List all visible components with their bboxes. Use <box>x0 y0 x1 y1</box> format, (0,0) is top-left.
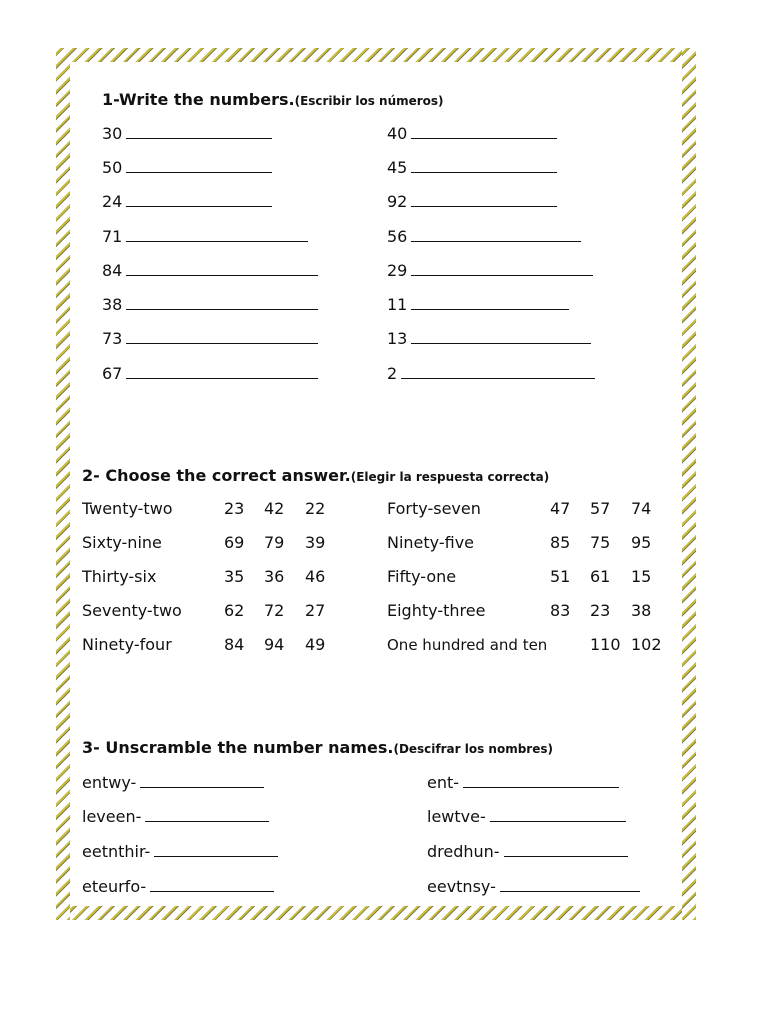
answer-option[interactable]: 36 <box>264 567 285 586</box>
scramble-item <box>82 841 278 863</box>
number-label: 13 <box>387 329 408 348</box>
section1-heading <box>102 90 444 109</box>
scramble-item <box>82 876 274 898</box>
scramble-item <box>427 806 626 828</box>
number-label: 50 <box>102 158 123 177</box>
answer-blank[interactable] <box>463 773 619 788</box>
answer-blank[interactable] <box>411 124 557 139</box>
number-label: 29 <box>387 261 408 280</box>
answer-option[interactable]: 85 <box>550 533 571 552</box>
section1-left-item <box>102 226 308 248</box>
answer-blank[interactable] <box>411 227 581 242</box>
answer-option[interactable]: 110 <box>590 635 621 654</box>
section2-subtitle: (Elegir la respuesta correcta) <box>350 470 550 484</box>
section1-right-item <box>387 260 593 282</box>
answer-blank[interactable] <box>411 295 569 310</box>
scramble-item <box>427 841 628 863</box>
number-word: Thirty-six <box>82 567 157 586</box>
pencil-border-left <box>56 48 70 920</box>
answer-blank[interactable] <box>411 158 557 173</box>
number-label: 38 <box>102 295 123 314</box>
number-label: 71 <box>102 227 123 246</box>
answer-blank[interactable] <box>401 364 595 379</box>
number-label: 92 <box>387 192 408 211</box>
answer-blank[interactable] <box>126 192 272 207</box>
section1-right-item <box>387 294 569 316</box>
scrambled-word: eetnthir- <box>82 842 151 861</box>
number-label: 40 <box>387 124 408 143</box>
answer-blank[interactable] <box>154 842 278 857</box>
section2-title: 2- Choose the correct answer. <box>82 466 351 485</box>
section1-right-item <box>387 123 557 145</box>
scrambled-word: entwy- <box>82 773 137 792</box>
answer-option[interactable]: 72 <box>264 601 285 620</box>
answer-blank[interactable] <box>126 261 318 276</box>
section1-left-item <box>102 363 318 385</box>
section3-subtitle: (Descifrar los nombres) <box>393 742 553 756</box>
answer-option[interactable]: 47 <box>550 499 571 518</box>
pencil-border-bottom <box>56 906 696 920</box>
answer-option[interactable]: 46 <box>305 567 326 586</box>
section1-left-item <box>102 191 272 213</box>
number-word: Twenty-two <box>82 499 173 518</box>
answer-option[interactable]: 94 <box>264 635 285 654</box>
answer-option[interactable]: 74 <box>631 499 652 518</box>
answer-blank[interactable] <box>126 158 272 173</box>
scramble-item <box>82 806 269 828</box>
section1-title: 1-Write the numbers. <box>102 90 295 109</box>
scrambled-word: lewtve- <box>427 807 486 826</box>
scrambled-word: eteurfo- <box>82 877 147 896</box>
section1-right-item <box>387 157 557 179</box>
section1-left-item <box>102 123 272 145</box>
section1-left-item <box>102 157 272 179</box>
section1-left-item <box>102 294 318 316</box>
section1-right-item <box>387 226 581 248</box>
number-label: 84 <box>102 261 123 280</box>
section3-heading <box>82 738 553 757</box>
pencil-border-top <box>56 48 696 62</box>
answer-option[interactable]: 57 <box>590 499 611 518</box>
answer-blank[interactable] <box>490 807 626 822</box>
section1-right-item <box>387 363 595 385</box>
number-word: Forty-seven <box>387 499 481 518</box>
answer-option[interactable]: 22 <box>305 499 326 518</box>
answer-option[interactable]: 51 <box>550 567 571 586</box>
scrambled-word: dredhun- <box>427 842 500 861</box>
section1-right-item <box>387 328 591 350</box>
answer-blank[interactable] <box>411 261 593 276</box>
number-word: Sixty-nine <box>82 533 162 552</box>
number-label: 56 <box>387 227 408 246</box>
answer-option[interactable]: 38 <box>631 601 652 620</box>
answer-option[interactable]: 39 <box>305 533 326 552</box>
scrambled-word: ent- <box>427 773 460 792</box>
answer-blank[interactable] <box>145 807 269 822</box>
answer-option[interactable]: 35 <box>224 567 245 586</box>
scramble-item <box>427 876 640 898</box>
answer-blank[interactable] <box>150 877 274 892</box>
section3-title: 3- Unscramble the number names. <box>82 738 394 757</box>
number-label: 30 <box>102 124 123 143</box>
section1-left-item <box>102 328 318 350</box>
number-label: 73 <box>102 329 123 348</box>
answer-blank[interactable] <box>504 842 628 857</box>
number-word: One hundred and ten <box>387 636 548 654</box>
scramble-item <box>427 772 619 794</box>
answer-blank[interactable] <box>140 773 264 788</box>
answer-option[interactable]: 23 <box>590 601 611 620</box>
answer-blank[interactable] <box>126 227 308 242</box>
number-word: Fifty-one <box>387 567 457 586</box>
scrambled-word: eevtnsy- <box>427 877 496 896</box>
answer-blank[interactable] <box>126 364 318 379</box>
answer-option[interactable]: 62 <box>224 601 245 620</box>
number-label: 67 <box>102 364 123 383</box>
answer-option[interactable]: 49 <box>305 635 326 654</box>
section2-heading <box>82 466 549 485</box>
answer-option[interactable]: 23 <box>224 499 245 518</box>
answer-blank[interactable] <box>126 124 272 139</box>
section1-left-item <box>102 260 318 282</box>
number-label: 45 <box>387 158 408 177</box>
answer-option[interactable]: 83 <box>550 601 571 620</box>
answer-blank[interactable] <box>126 295 318 310</box>
answer-option[interactable]: 95 <box>631 533 652 552</box>
answer-blank[interactable] <box>500 877 640 892</box>
number-label: 11 <box>387 295 408 314</box>
section1-subtitle: (Escribir los números) <box>294 94 444 108</box>
answer-option[interactable]: 42 <box>264 499 285 518</box>
answer-option[interactable]: 102 <box>631 635 662 654</box>
answer-blank[interactable] <box>411 192 557 207</box>
answer-option[interactable]: 61 <box>590 567 611 586</box>
section1-right-item <box>387 191 557 213</box>
number-word: Eighty-three <box>387 601 486 620</box>
answer-blank[interactable] <box>411 329 591 344</box>
answer-option[interactable]: 79 <box>264 533 285 552</box>
number-word: Ninety-five <box>387 533 475 552</box>
scramble-item <box>82 772 264 794</box>
pencil-border-right <box>682 48 696 920</box>
answer-option[interactable]: 75 <box>590 533 611 552</box>
number-label: 24 <box>102 192 123 211</box>
scrambled-word: leveen- <box>82 807 142 826</box>
answer-option[interactable]: 69 <box>224 533 245 552</box>
answer-option[interactable]: 15 <box>631 567 652 586</box>
answer-blank[interactable] <box>126 329 318 344</box>
answer-option[interactable]: 27 <box>305 601 326 620</box>
answer-option[interactable]: 84 <box>224 635 245 654</box>
number-word: Seventy-two <box>82 601 182 620</box>
number-word: Ninety-four <box>82 635 172 654</box>
number-label: 2 <box>387 364 398 383</box>
